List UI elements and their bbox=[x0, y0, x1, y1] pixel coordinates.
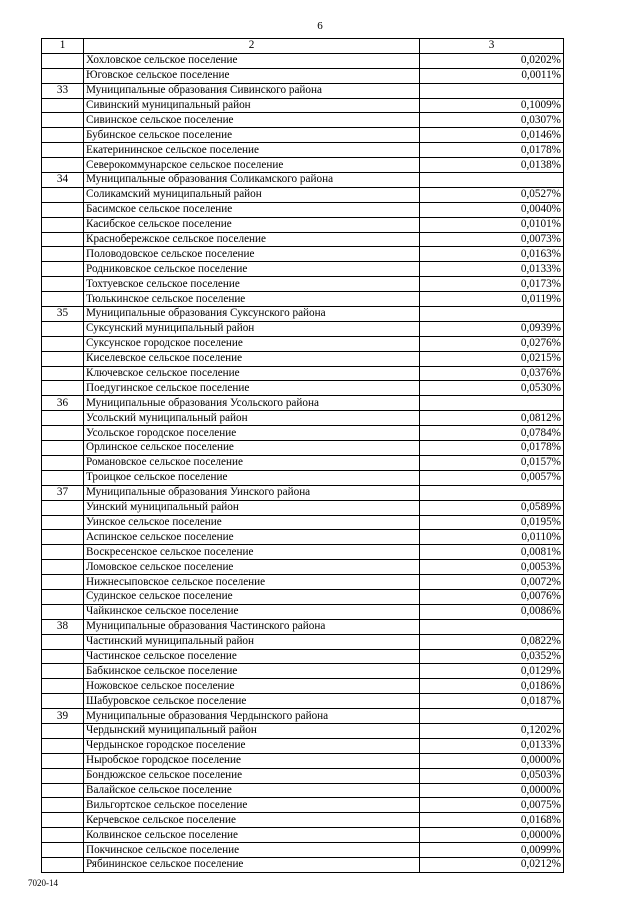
share-value-cell: 0,0352% bbox=[420, 649, 564, 664]
row-number-cell bbox=[42, 426, 84, 441]
municipality-name-cell: Родниковское сельское поселение bbox=[84, 262, 420, 277]
table-row bbox=[42, 202, 564, 217]
page-number: 6 bbox=[317, 20, 323, 32]
row-number-cell bbox=[42, 277, 84, 292]
municipality-name-cell: Покчинское сельское поселение bbox=[84, 843, 420, 858]
municipality-name-cell: Усольский муниципальный район bbox=[84, 411, 420, 426]
table-row bbox=[42, 560, 564, 575]
share-value-cell: 0,0307% bbox=[420, 113, 564, 128]
row-number-cell bbox=[42, 411, 84, 426]
share-value-cell: 0,0186% bbox=[420, 679, 564, 694]
row-number-cell bbox=[42, 589, 84, 604]
table-row bbox=[42, 604, 564, 619]
table-row bbox=[42, 292, 564, 307]
table-row bbox=[42, 321, 564, 336]
table-row bbox=[42, 828, 564, 843]
table-row bbox=[42, 589, 564, 604]
municipality-name-cell: Сивинский муниципальный район bbox=[84, 98, 420, 113]
table-row bbox=[42, 843, 564, 858]
table-row bbox=[42, 664, 564, 679]
municipality-name-cell: Частинский муниципальный район bbox=[84, 634, 420, 649]
row-number-cell: 33 bbox=[42, 83, 84, 98]
municipality-name-cell: Чердынский муниципальный район bbox=[84, 723, 420, 738]
row-number-cell bbox=[42, 217, 84, 232]
table-row bbox=[42, 798, 564, 813]
row-number-cell bbox=[42, 262, 84, 277]
table-row bbox=[42, 649, 564, 664]
municipality-name-cell: Половодовское сельское поселение bbox=[84, 247, 420, 262]
municipality-name-cell: Ножовское сельское поселение bbox=[84, 679, 420, 694]
share-value-cell bbox=[420, 83, 564, 98]
row-number-cell bbox=[42, 158, 84, 173]
table-row bbox=[42, 545, 564, 560]
share-value-cell: 0,1009% bbox=[420, 98, 564, 113]
table-row bbox=[42, 381, 564, 396]
row-number-cell bbox=[42, 515, 84, 530]
row-number-cell bbox=[42, 247, 84, 262]
header-col-1: 1 bbox=[42, 39, 84, 54]
share-value-cell bbox=[420, 307, 564, 322]
table-row bbox=[42, 366, 564, 381]
share-value-cell: 0,0812% bbox=[420, 411, 564, 426]
table-row bbox=[42, 187, 564, 202]
municipality-name-cell: Северокоммунарское сельское поселение bbox=[84, 158, 420, 173]
share-value-cell: 0,0000% bbox=[420, 753, 564, 768]
row-number-cell bbox=[42, 694, 84, 709]
municipality-name-cell: Ломовское сельское поселение bbox=[84, 560, 420, 575]
row-number-cell bbox=[42, 530, 84, 545]
municipality-name-cell: Частинское сельское поселение bbox=[84, 649, 420, 664]
row-number-cell bbox=[42, 634, 84, 649]
table-header-row bbox=[42, 39, 564, 54]
row-number-cell: 36 bbox=[42, 396, 84, 411]
municipality-name-cell: Суксунский муниципальный район bbox=[84, 321, 420, 336]
municipality-name-cell: Чайкинское сельское поселение bbox=[84, 604, 420, 619]
share-value-cell: 0,0276% bbox=[420, 336, 564, 351]
row-number-cell bbox=[42, 783, 84, 798]
row-number-cell: 38 bbox=[42, 619, 84, 634]
municipality-name-cell: Шабуровское сельское поселение bbox=[84, 694, 420, 709]
municipality-name-cell: Поедугинское сельское поселение bbox=[84, 381, 420, 396]
table-row bbox=[42, 247, 564, 262]
table-row bbox=[42, 426, 564, 441]
municipality-name-cell: Тюлькинское сельское поселение bbox=[84, 292, 420, 307]
share-value-cell: 0,0110% bbox=[420, 530, 564, 545]
table-row bbox=[42, 634, 564, 649]
row-number-cell bbox=[42, 500, 84, 515]
share-value-cell: 0,0157% bbox=[420, 455, 564, 470]
section-header-row bbox=[42, 307, 564, 322]
row-number-cell bbox=[42, 381, 84, 396]
section-header-row bbox=[42, 485, 564, 500]
row-number-cell bbox=[42, 202, 84, 217]
row-number-cell bbox=[42, 828, 84, 843]
table-row bbox=[42, 455, 564, 470]
row-number-cell: 35 bbox=[42, 307, 84, 322]
municipality-name-cell: Бабкинское сельское поселение bbox=[84, 664, 420, 679]
table-row bbox=[42, 753, 564, 768]
table-row bbox=[42, 500, 564, 515]
municipality-name-cell: Муниципальные образования Соликамского района bbox=[84, 173, 420, 188]
municipality-name-cell: Соликамский муниципальный район bbox=[84, 187, 420, 202]
row-number-cell bbox=[42, 292, 84, 307]
municipality-name-cell: Ныробское городское поселение bbox=[84, 753, 420, 768]
row-number-cell bbox=[42, 560, 84, 575]
row-number-cell bbox=[42, 143, 84, 158]
municipality-name-cell: Троицкое сельское поселение bbox=[84, 470, 420, 485]
table-row bbox=[42, 515, 564, 530]
section-header-row bbox=[42, 83, 564, 98]
municipality-name-cell: Касибское сельское поселение bbox=[84, 217, 420, 232]
row-number-cell bbox=[42, 798, 84, 813]
table-row bbox=[42, 217, 564, 232]
row-number-cell bbox=[42, 187, 84, 202]
share-value-cell: 0,0822% bbox=[420, 634, 564, 649]
share-value-cell: 0,0075% bbox=[420, 798, 564, 813]
row-number-cell bbox=[42, 336, 84, 351]
section-header-row bbox=[42, 173, 564, 188]
share-value-cell: 0,0215% bbox=[420, 351, 564, 366]
row-number-cell bbox=[42, 53, 84, 68]
share-value-cell: 0,0086% bbox=[420, 604, 564, 619]
table-row bbox=[42, 530, 564, 545]
table-row bbox=[42, 232, 564, 247]
share-value-cell: 0,0076% bbox=[420, 589, 564, 604]
row-number-cell: 37 bbox=[42, 485, 84, 500]
municipality-name-cell: Судинское сельское поселение bbox=[84, 589, 420, 604]
share-value-cell: 0,0212% bbox=[420, 857, 564, 872]
municipality-name-cell: Сивинское сельское поселение bbox=[84, 113, 420, 128]
share-value-cell: 0,0168% bbox=[420, 813, 564, 828]
table-row bbox=[42, 143, 564, 158]
municipality-name-cell: Романовское сельское поселение bbox=[84, 455, 420, 470]
share-value-cell: 0,0784% bbox=[420, 426, 564, 441]
share-value-cell: 0,0133% bbox=[420, 262, 564, 277]
municipality-name-cell: Ключевское сельское поселение bbox=[84, 366, 420, 381]
table-row bbox=[42, 53, 564, 68]
share-value-cell bbox=[420, 709, 564, 724]
row-number-cell: 39 bbox=[42, 709, 84, 724]
row-number-cell bbox=[42, 545, 84, 560]
share-value-cell: 0,0163% bbox=[420, 247, 564, 262]
header-col-2: 2 bbox=[84, 39, 420, 54]
municipality-name-cell: Чердынское городское поселение bbox=[84, 738, 420, 753]
row-number-cell bbox=[42, 723, 84, 738]
municipality-name-cell: Муниципальные образования Сивинского района bbox=[84, 83, 420, 98]
municipality-name-cell: Юговское сельское поселение bbox=[84, 68, 420, 83]
municipality-name-cell: Бондюжское сельское поселение bbox=[84, 768, 420, 783]
table-row bbox=[42, 738, 564, 753]
municipality-name-cell: Бубинское сельское поселение bbox=[84, 128, 420, 143]
share-value-cell: 0,0530% bbox=[420, 381, 564, 396]
table-row bbox=[42, 336, 564, 351]
row-number-cell bbox=[42, 68, 84, 83]
municipality-name-cell: Рябининское сельское поселение bbox=[84, 857, 420, 872]
table-row bbox=[42, 98, 564, 113]
row-number-cell bbox=[42, 128, 84, 143]
row-number-cell bbox=[42, 649, 84, 664]
section-header-row bbox=[42, 396, 564, 411]
row-number-cell bbox=[42, 232, 84, 247]
table-row bbox=[42, 783, 564, 798]
share-value-cell: 0,0129% bbox=[420, 664, 564, 679]
share-value-cell: 0,0187% bbox=[420, 694, 564, 709]
row-number-cell bbox=[42, 738, 84, 753]
table-row bbox=[42, 470, 564, 485]
share-value-cell: 0,1202% bbox=[420, 723, 564, 738]
share-value-cell: 0,0589% bbox=[420, 500, 564, 515]
share-value-cell bbox=[420, 485, 564, 500]
share-value-cell: 0,0119% bbox=[420, 292, 564, 307]
table-body bbox=[42, 53, 564, 872]
table-row bbox=[42, 113, 564, 128]
municipality-name-cell: Валайское сельское поселение bbox=[84, 783, 420, 798]
row-number-cell bbox=[42, 575, 84, 590]
municipality-name-cell: Усольское городское поселение bbox=[84, 426, 420, 441]
document-code: 7020-14 bbox=[28, 878, 58, 888]
row-number-cell bbox=[42, 351, 84, 366]
municipality-name-cell: Хохловское сельское поселение bbox=[84, 53, 420, 68]
table-row bbox=[42, 351, 564, 366]
row-number-cell bbox=[42, 604, 84, 619]
share-value-cell: 0,0503% bbox=[420, 768, 564, 783]
row-number-cell bbox=[42, 98, 84, 113]
row-number-cell bbox=[42, 753, 84, 768]
row-number-cell: 34 bbox=[42, 173, 84, 188]
share-value-cell: 0,0073% bbox=[420, 232, 564, 247]
municipality-name-cell: Суксунское городское поселение bbox=[84, 336, 420, 351]
municipality-name-cell: Колвинское сельское поселение bbox=[84, 828, 420, 843]
row-number-cell bbox=[42, 813, 84, 828]
row-number-cell bbox=[42, 321, 84, 336]
share-value-cell: 0,0195% bbox=[420, 515, 564, 530]
table-row bbox=[42, 723, 564, 738]
share-value-cell: 0,0376% bbox=[420, 366, 564, 381]
municipality-name-cell: Орлинское сельское поселение bbox=[84, 441, 420, 456]
share-value-cell: 0,0133% bbox=[420, 738, 564, 753]
share-value-cell bbox=[420, 173, 564, 188]
table-row bbox=[42, 128, 564, 143]
municipality-name-cell: Нижнесыповское сельское поселение bbox=[84, 575, 420, 590]
header-col-3: 3 bbox=[420, 39, 564, 54]
share-value-cell: 0,0011% bbox=[420, 68, 564, 83]
row-number-cell bbox=[42, 455, 84, 470]
share-value-cell: 0,0099% bbox=[420, 843, 564, 858]
row-number-cell bbox=[42, 768, 84, 783]
table-row bbox=[42, 679, 564, 694]
table-row bbox=[42, 694, 564, 709]
municipality-name-cell: Воскресенское сельское поселение bbox=[84, 545, 420, 560]
share-value-cell: 0,0053% bbox=[420, 560, 564, 575]
municipality-name-cell: Тохтуевское сельское поселение bbox=[84, 277, 420, 292]
municipality-name-cell: Муниципальные образования Суксунского района bbox=[84, 307, 420, 322]
municipality-name-cell: Муниципальные образования Усольского района bbox=[84, 396, 420, 411]
municipality-name-cell: Муниципальные образования Уинского района bbox=[84, 485, 420, 500]
section-header-row bbox=[42, 709, 564, 724]
share-value-cell: 0,0000% bbox=[420, 783, 564, 798]
row-number-cell bbox=[42, 843, 84, 858]
share-value-cell: 0,0138% bbox=[420, 158, 564, 173]
table-row bbox=[42, 277, 564, 292]
municipality-name-cell: Уинский муниципальный район bbox=[84, 500, 420, 515]
share-value-cell: 0,0173% bbox=[420, 277, 564, 292]
table-row bbox=[42, 158, 564, 173]
table-row bbox=[42, 857, 564, 872]
municipality-name-cell: Аспинское сельское поселение bbox=[84, 530, 420, 545]
share-value-cell: 0,0939% bbox=[420, 321, 564, 336]
municipality-name-cell: Киселевское сельское поселение bbox=[84, 351, 420, 366]
share-value-cell bbox=[420, 619, 564, 634]
municipality-name-cell: Екатерининское сельское поселение bbox=[84, 143, 420, 158]
table-row bbox=[42, 813, 564, 828]
table-row bbox=[42, 768, 564, 783]
table-row bbox=[42, 575, 564, 590]
share-value-cell: 0,0202% bbox=[420, 53, 564, 68]
share-value-cell: 0,0178% bbox=[420, 143, 564, 158]
row-number-cell bbox=[42, 470, 84, 485]
row-number-cell bbox=[42, 857, 84, 872]
table-row bbox=[42, 411, 564, 426]
row-number-cell bbox=[42, 113, 84, 128]
section-header-row bbox=[42, 619, 564, 634]
share-value-cell: 0,0072% bbox=[420, 575, 564, 590]
share-value-cell: 0,0101% bbox=[420, 217, 564, 232]
share-value-cell: 0,0000% bbox=[420, 828, 564, 843]
municipality-name-cell: Краснобережское сельское поселение bbox=[84, 232, 420, 247]
municipality-name-cell: Муниципальные образования Чердынского района bbox=[84, 709, 420, 724]
municipality-name-cell: Вильгортское сельское поселение bbox=[84, 798, 420, 813]
municipality-name-cell: Басимское сельское поселение bbox=[84, 202, 420, 217]
share-value-cell: 0,0057% bbox=[420, 470, 564, 485]
row-number-cell bbox=[42, 366, 84, 381]
table-row bbox=[42, 441, 564, 456]
share-value-cell: 0,0178% bbox=[420, 441, 564, 456]
distribution-table bbox=[41, 38, 564, 873]
municipality-name-cell: Уинское сельское поселение bbox=[84, 515, 420, 530]
municipality-name-cell: Муниципальные образования Частинского района bbox=[84, 619, 420, 634]
row-number-cell bbox=[42, 679, 84, 694]
table-row bbox=[42, 68, 564, 83]
share-value-cell bbox=[420, 396, 564, 411]
share-value-cell: 0,0081% bbox=[420, 545, 564, 560]
share-value-cell: 0,0146% bbox=[420, 128, 564, 143]
share-value-cell: 0,0040% bbox=[420, 202, 564, 217]
municipality-name-cell: Керчевское сельское поселение bbox=[84, 813, 420, 828]
row-number-cell bbox=[42, 664, 84, 679]
share-value-cell: 0,0527% bbox=[420, 187, 564, 202]
row-number-cell bbox=[42, 441, 84, 456]
table-row bbox=[42, 262, 564, 277]
